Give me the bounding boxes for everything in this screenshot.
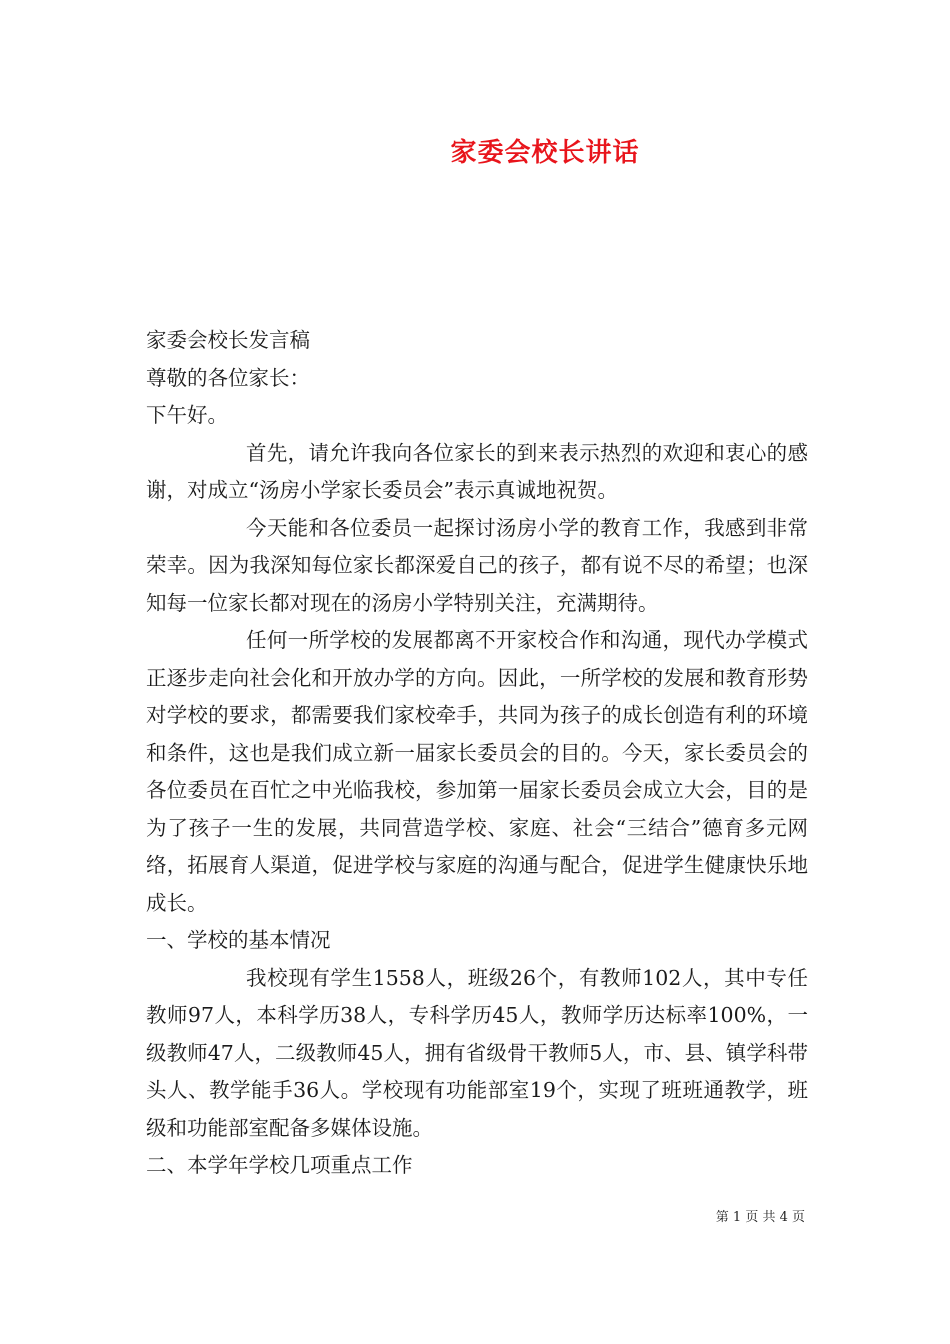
- paragraph: 首先，请允许我向各位家长的到来表示热烈的欢迎和衷心的感谢，对成立“汤房小学家长委员会”表示真诚地祝贺。: [146, 440, 808, 502]
- section-heading: 一、学校的基本情况: [146, 928, 331, 952]
- document-body: [146, 322, 808, 1185]
- page-number: 第 1 页 共 4 页: [715, 1210, 805, 1225]
- greeting: 下午好。: [146, 403, 228, 427]
- document-title: 家委会校长讲话: [450, 138, 640, 168]
- speech-subtitle: 家委会校长发言稿: [146, 328, 310, 352]
- paragraph: 任何一所学校的发展都离不开家校合作和沟通，现代办学模式正逐步走向社会化和开放办学的方向。因此，一所学校的发展和教育形势对学校的要求，都需要我们家校牵手，共同为孩子的成长创造有利的环境和条件，这也是我们成立新一届家长委员会的目的。今天，家长委员会的各位委员在百忙之中光临我校，参加第一届家长委员会成立大会，目的是为了孩子一生的发展，共同营造学校、家庭、社会“三结合”德育多元网络，拓展育人渠道，促进学校与家庭的沟通与配合，促进学生健康快乐地成长。: [146, 628, 808, 915]
- section-heading: 二、本学年学校几项重点工作: [146, 1153, 413, 1177]
- salutation: 尊敬的各位家长：: [146, 365, 310, 390]
- paragraph: 今天能和各位委员一起探讨汤房小学的教育工作，我感到非常荣幸。因为我深知每位家长都深爱自己的孩子，都有说不尽的希望；也深知每一位家长都对现在的汤房小学特别关注，充满期待。: [146, 515, 808, 615]
- paragraph: 我校现有学生1558人，班级26个，有教师102人，其中专任教师97人，本科学历38人，专科学历45人，教师学历达标率100%，一级教师47人，二级教师45人，拥有省级骨干教师5人，市、县、镇学科带头人、教学能手36人。学校现有功能部室19个，实现了班班通教学，班级和功能部室配备多媒体设施。: [146, 965, 808, 1140]
